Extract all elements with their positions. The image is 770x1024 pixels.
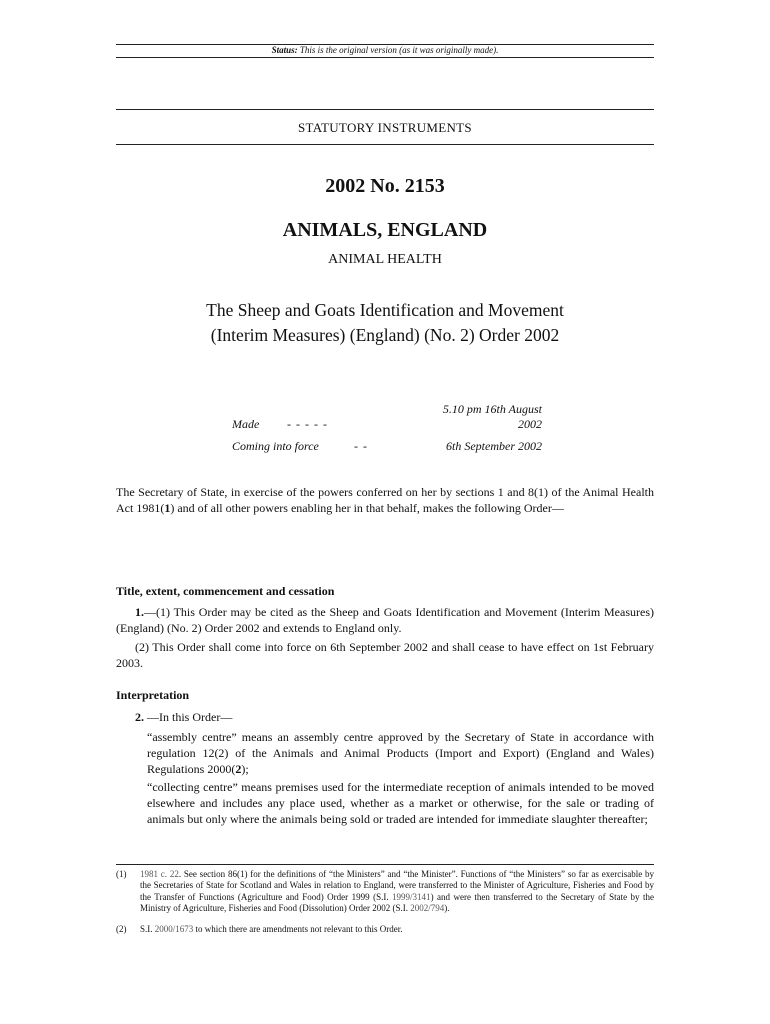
status-label: Status: (271, 45, 298, 55)
status-rule (116, 57, 654, 58)
preamble (116, 484, 654, 516)
footnote-rule (116, 864, 654, 865)
force-dots: - - (354, 439, 368, 453)
preamble-text-before: The Secretary of State, in exercise of the powers conferred on her by sections 1 and 8(1) of the Animal Health Act 1981( (116, 485, 654, 515)
made-dots: - - - - - (287, 417, 328, 431)
footnote-1-body2: ) and were then transferred to the Secretary of State by the Ministry of Agriculture, Fisheries and Food (Dissolution) Order 2002 (S.I. (140, 891, 654, 913)
force-label: Coming into force (232, 439, 319, 453)
section2-intro (116, 709, 654, 725)
footnote-2-prefix: S.I. (140, 924, 155, 934)
definitions-list (147, 729, 654, 829)
instrument-number: 2002 No. 2153 (325, 175, 445, 197)
definition-assembly-centre (147, 729, 654, 777)
made-row (232, 417, 542, 439)
made-value-line2: 2002 (518, 417, 542, 431)
footnote-2-link-si-2000[interactable]: 2000/1673 (154, 924, 194, 934)
preamble-footnote-ref[interactable]: 1 (164, 501, 171, 515)
made-label: Made (232, 417, 260, 431)
footnote-2-text (140, 924, 654, 935)
made-value-line1: 5.10 pm 16th August (442, 402, 542, 416)
footnote-2-body: to which there are amendments not relevant to this Order. (193, 924, 403, 934)
definition-assembly-centre-text: “assembly centre” means an assembly centre approved by the Secretary of State in accordance with regulation 12(2) of the Animals and Animal Products (Import and Export) (England and Wales) Regulations 2000( (147, 730, 654, 776)
order-title (116, 298, 654, 348)
definition-assembly-centre-end: ); (241, 762, 249, 776)
dates-block (232, 402, 542, 461)
series-title: STATUTORY INSTRUMENTS (298, 120, 472, 135)
series-bottom-rule (116, 144, 654, 145)
series-top-rule (116, 109, 654, 110)
preamble-text-after: ) and of all other powers enabling her in that behalf, makes the following Order— (170, 501, 564, 515)
subject-heading: ANIMALS, ENGLAND (282, 219, 488, 241)
subsubject-heading: ANIMAL HEALTH (328, 252, 442, 267)
footnote-1-body: . See section 86(1) for the definitions of “the Ministers” and “the Minister”. Functions of “the Ministers” so far as exercisable by the Secretaries of State for Scotland and Wales in relation to England, were transferred to the Minister of Agriculture, Fisheries and Food by the Transfer of Functions (Agriculture and Food) Order 1999 (S.I. (140, 869, 654, 902)
section1-number: 1. (135, 605, 144, 619)
section1-heading: Title, extent, commencement and cessation (116, 584, 335, 598)
section2-number: 2. (135, 710, 144, 724)
section2-intro-text: —In this Order— (144, 710, 233, 724)
definition-collecting-centre: “collecting centre” means premises used for the intermediate reception of animals intended to be moved elsewhere and includes any place used, whether as a market or otherwise, for the sale or trading of animals but only where the animals being sold or traded are intended for immediate slaughter thereafter; (147, 780, 654, 826)
footnote-2-number: (2) (116, 924, 127, 934)
footnote-1-text (140, 869, 654, 914)
order-title-line1: The Sheep and Goats Identification and Movement (206, 300, 564, 320)
section1-para1-text: —(1) This Order may be cited as the Sheep and Goats Identification and Movement (Interim Measures) (England) (No. 2) Order 2002 and extends to England only. (116, 605, 654, 635)
footnote-1-number: (1) (116, 869, 127, 879)
footnote-1-link-act[interactable]: 1981 c. 22 (140, 869, 179, 879)
footnote-1-body3: ). (444, 902, 450, 913)
section1-para1 (116, 604, 654, 636)
force-row (232, 439, 542, 461)
definition-footnote-ref[interactable]: 2 (235, 762, 242, 776)
section1-para2: (2) This Order shall come into force on 6th September 2002 and shall cease to have effect on 1st February 2003. (116, 640, 654, 670)
force-value: 6th September 2002 (446, 439, 542, 453)
section2-heading: Interpretation (116, 688, 190, 702)
footnote-1-link-si-2002[interactable]: 2002/794 (410, 902, 445, 913)
status-text: This is the original version (as it was originally made). (299, 45, 499, 55)
footnote-2 (116, 924, 654, 935)
made-row-top (232, 402, 542, 417)
status-line (116, 45, 654, 55)
footnote-1-link-si-1999[interactable]: 1999/3141 (392, 891, 431, 902)
order-title-line2: (Interim Measures) (England) (No. 2) Order 2002 (210, 325, 560, 345)
footnote-1 (116, 869, 654, 914)
